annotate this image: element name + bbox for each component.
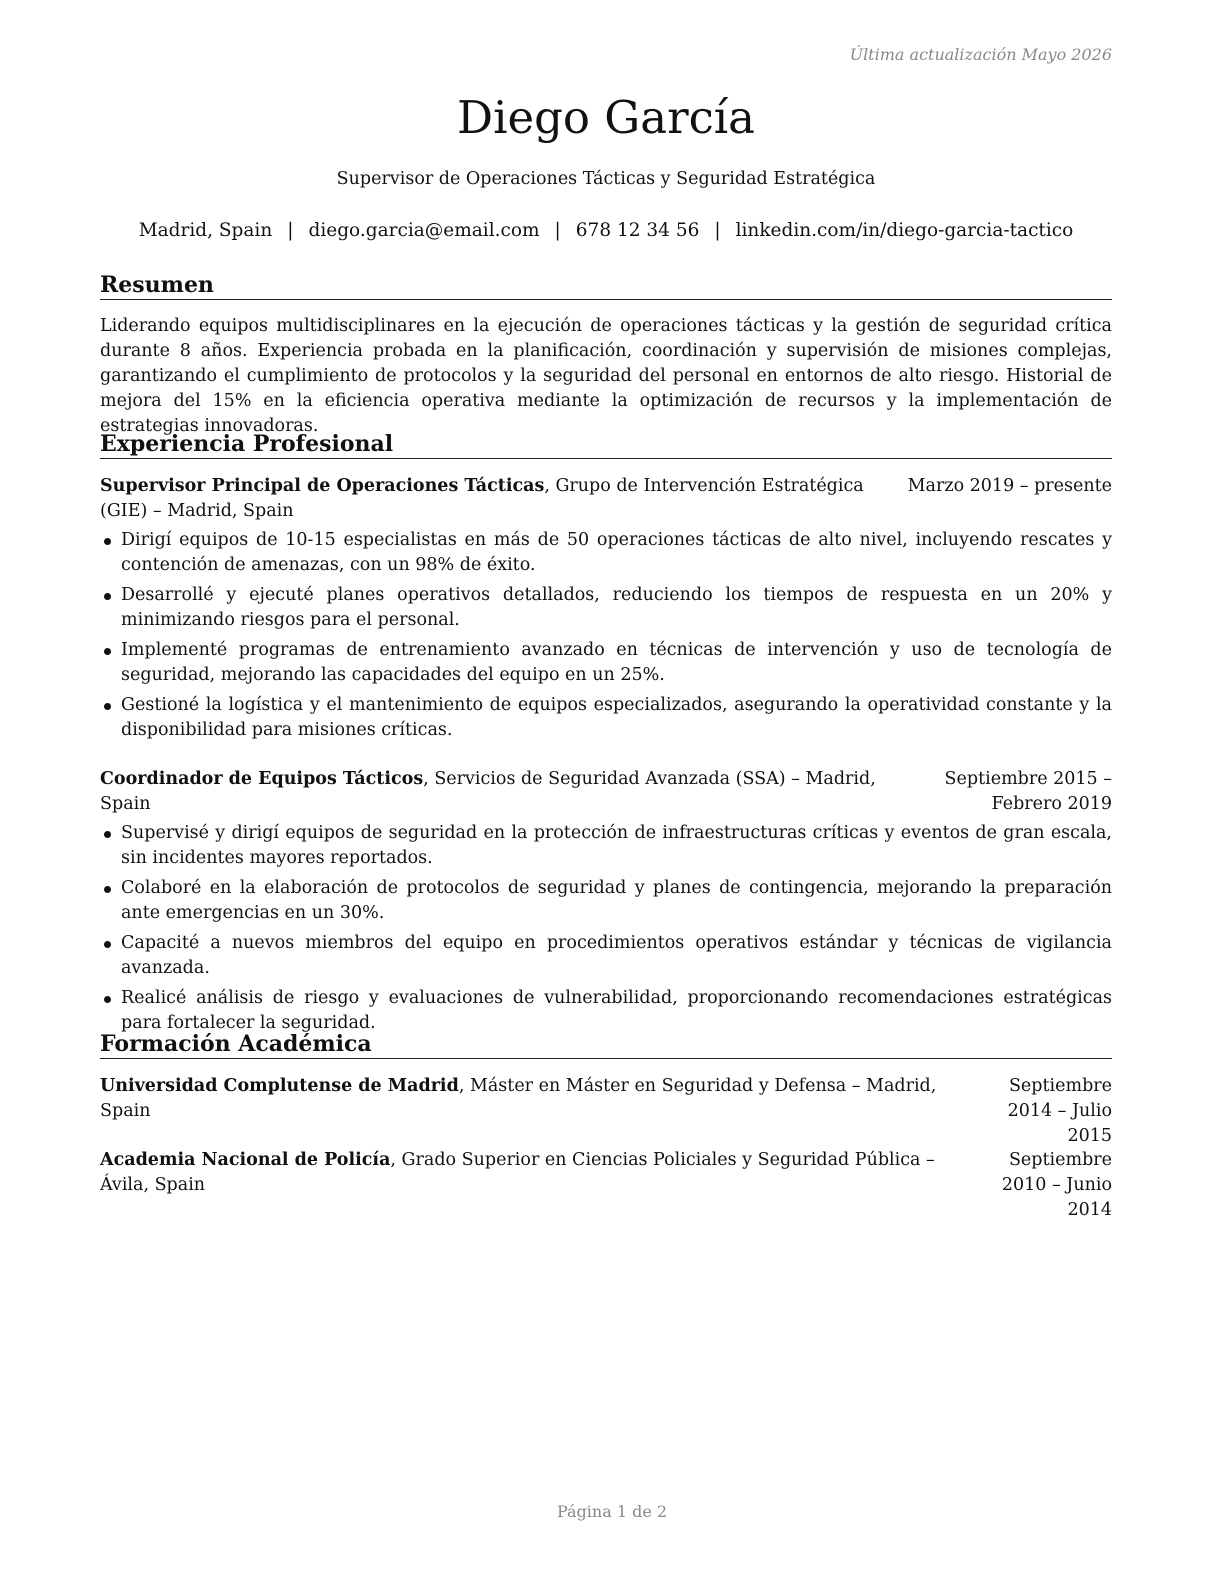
- job-entry: [100, 767, 1112, 1041]
- job-bullet: Implementé programas de entrenamiento avanzado en técnicas de intervención y uso de tecnología de seguridad, mejorando las capacidades del equipo en un 25%.: [100, 638, 1112, 688]
- contact-linkedin[interactable]: linkedin.com/in/diego-garcia-tactico: [735, 220, 1074, 241]
- section-title-experience: Experiencia Profesional: [100, 430, 1112, 459]
- job-entry: [100, 474, 1112, 748]
- education-title-line: [100, 1148, 982, 1198]
- job-title-line: [100, 474, 884, 524]
- job-dates: Marzo 2019 – presente: [907, 476, 1112, 496]
- job-bullet: Capacité a nuevos miembros del equipo en procedimientos operativos estándar y técnicas de vigilancia avanzada.: [100, 931, 1112, 981]
- job-dates: Septiembre 2015 – Febrero 2019: [944, 769, 1112, 814]
- education-school: Academia Nacional de Policía: [100, 1150, 391, 1170]
- page-number: Página 1 de 2: [556, 1502, 668, 1521]
- education-school: Universidad Complutense de Madrid: [100, 1076, 459, 1096]
- education-entry: [100, 1074, 1112, 1149]
- education-degree-location: , Grado Superior en Ciencias Policiales y Seguridad Pública – Ávila, Spain: [100, 1150, 935, 1195]
- contact-email[interactable]: diego.garcia@email.com: [308, 220, 540, 241]
- job-bullet: Realicé análisis de riesgo y evaluaciones de vulnerabilidad, proporcionando recomendaciones estratégicas para fortalecer la seguridad.: [100, 986, 1112, 1036]
- job-bullet: Desarrollé y ejecuté planes operativos detallados, reduciendo los tiempos de respuesta en un 20% y minimizando riesgos para el personal.: [100, 583, 1112, 633]
- job-header: [100, 767, 1112, 817]
- job-org-location: , Grupo de Intervención Estratégica (GIE) – Madrid, Spain: [100, 476, 864, 521]
- job-title-line: [100, 767, 912, 817]
- job-bullet: Dirigí equipos de 10-15 especialistas en más de 50 operaciones tácticas de alto nivel, incluyendo rescates y contención de amenazas, con un 98% de éxito.: [100, 528, 1112, 578]
- contact-line: [100, 219, 1112, 243]
- job-bullet: Colaboré en la elaboración de protocolos de seguridad y planes de contingencia, mejorando la preparación ante emergencias en un 30%.: [100, 876, 1112, 926]
- job-bullet: Gestioné la logística y el mantenimiento de equipos especializados, asegurando la operatividad constante y la disponibilidad para misiones críticas.: [100, 693, 1112, 743]
- education-dates: Septiembre 2010 – Junio 2014: [1001, 1150, 1112, 1220]
- last-updated: Última actualización Mayo 2026: [849, 45, 1112, 64]
- education-dates: Septiembre 2014 – Julio 2015: [1007, 1076, 1112, 1146]
- education-entry: [100, 1148, 1112, 1223]
- candidate-headline: Supervisor de Operaciones Tácticas y Seguridad Estratégica: [336, 169, 876, 189]
- section-title-summary: Resumen: [100, 271, 1112, 300]
- job-bullet: Supervisé y dirigí equipos de seguridad en la protección de infraestructuras críticas y eventos de gran escala, sin incidentes mayores reportados.: [100, 821, 1112, 871]
- section-title-education: Formación Académica: [100, 1030, 1112, 1059]
- education-header: [100, 1074, 1112, 1149]
- job-bullets: [100, 821, 1112, 1036]
- job-org-location: , Servicios de Seguridad Avanzada (SSA) – Madrid, Spain: [100, 769, 876, 814]
- job-role: Supervisor Principal de Operaciones Tácticas: [100, 476, 545, 496]
- contact-separator: |: [287, 220, 294, 241]
- education-header: [100, 1148, 1112, 1223]
- contact-phone: 678 12 34 56: [575, 220, 700, 241]
- contact-separator: |: [714, 220, 721, 241]
- summary-text: Liderando equipos multidisciplinares en la ejecución de operaciones tácticas y la gestión de seguridad crítica durante 8 años. Experiencia probada en la planificación, coordinación y supervisión de misiones complejas, garantizando el cumplimiento de protocolos y la seguridad del personal en entornos de alto riesgo. Historial de mejora del 15% en la eficiencia operativa mediante la optimización de recursos y la implementación de estrategias innovadoras.: [100, 316, 1112, 436]
- candidate-name: Diego García: [456, 91, 755, 144]
- education-degree-location: , Máster en Máster en Seguridad y Defensa – Madrid, Spain: [100, 1076, 937, 1121]
- education-title-line: [100, 1074, 982, 1124]
- job-header: [100, 474, 1112, 524]
- job-role: Coordinador de Equipos Tácticos: [100, 769, 424, 789]
- contact-separator: |: [554, 220, 561, 241]
- job-bullets: [100, 528, 1112, 743]
- contact-location: Madrid, Spain: [138, 220, 273, 241]
